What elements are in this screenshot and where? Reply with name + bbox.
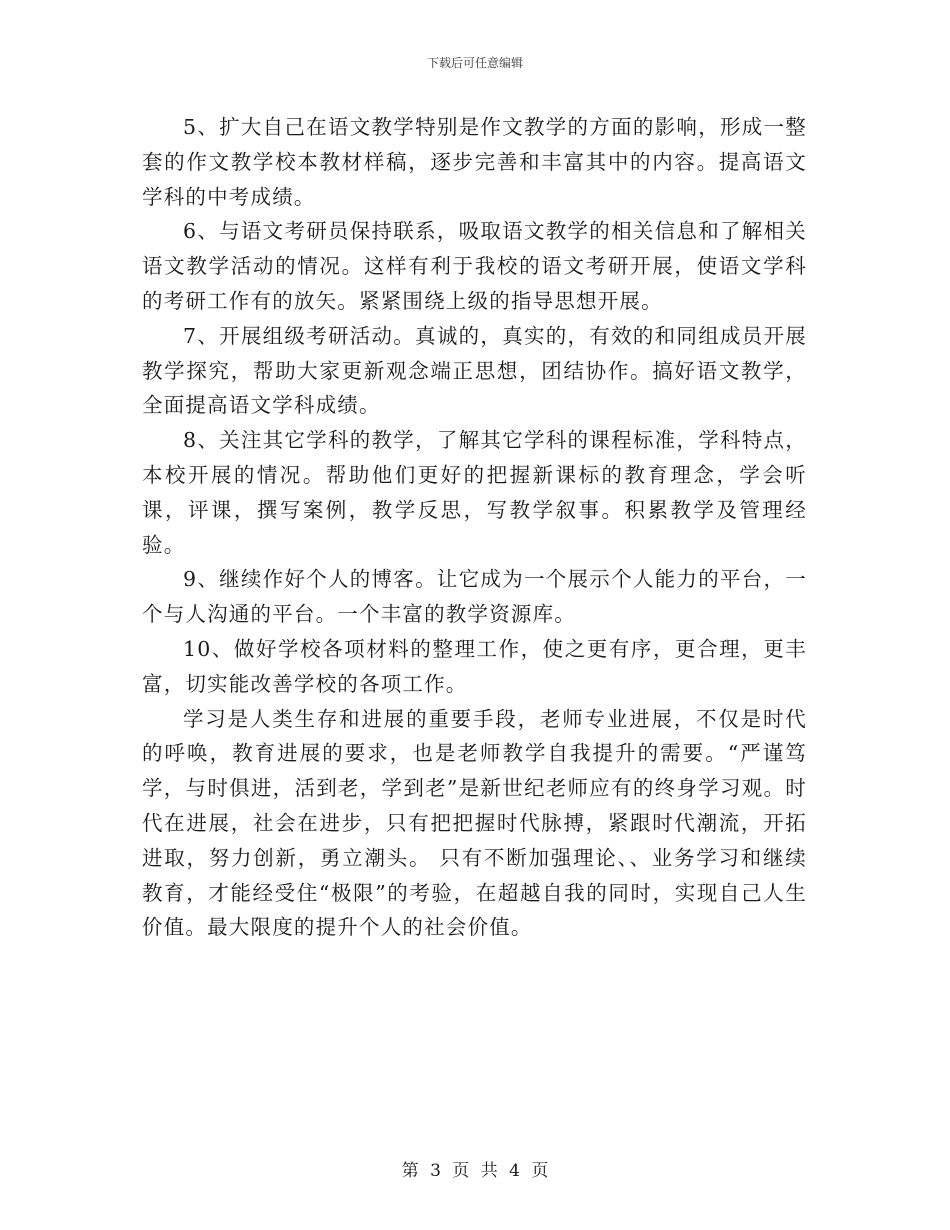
paragraph-item-8: 8、关注其它学科的教学，了解其它学科的课程标准，学科特点，本校开展的情况。帮助他们更好的把握新课标的教育理念，学会听课，评课，撰写案例，教学反思，写教学叙事。积累教学及管理经验。 (142, 428, 807, 557)
page-number-footer: 第 3 页 共 4 页 (401, 1161, 549, 1181)
document-body (142, 110, 807, 945)
page-header: 下载后可任意编辑 (426, 56, 523, 70)
paragraph-conclusion: 学习是人类生存和进展的重要手段，老师专业进展，不仅是时代的呼唤，教育进展的要求，也是老师教学自我提升的需要。“严谨笃学，与时俱进，活到老，学到老”是新世纪老师应有的终身学习观。时代在进展，社会在进步，只有把把握时代脉搏，紧跟时代潮流，开拓进取，努力创新，勇立潮头。 只有不断加强理论、、业务学习和继续教育，才能经受住“极限”的考验，在超越自我的同时，实现自己人生价值。最大限度的提升个人的社会价值。 (142, 706, 807, 940)
paragraph-item-7: 7、开展组级考研活动。真诚的，真实的，有效的和同组成员开展教学探究，帮助大家更新观念端正思想，团结协作。搞好语文教学，全面提高语文学科成绩。 (142, 323, 807, 418)
paragraph-item-9: 9、继续作好个人的博客。让它成为一个展示个人能力的平台，一个与人沟通的平台。一个丰富的教学资源库。 (142, 567, 807, 627)
paragraph-item-5: 5、扩大自己在语文教学特别是作文教学的方面的影响，形成一整套的作文教学校本教材样稿，逐步完善和丰富其中的内容。提高语文学科的中考成绩。 (142, 115, 807, 209)
paragraph-item-10: 10、做好学校各项材料的整理工作，使之更有序，更合理，更丰富，切实能改善学校的各项工作。 (142, 636, 807, 696)
paragraph-item-6: 6、与语文考研员保持联系，吸取语文教学的相关信息和了解相关语文教学活动的情况。这样有利于我校的语文考研开展，使语文学科的考研工作有的放矢。紧紧围绕上级的指导思想开展。 (142, 219, 807, 313)
